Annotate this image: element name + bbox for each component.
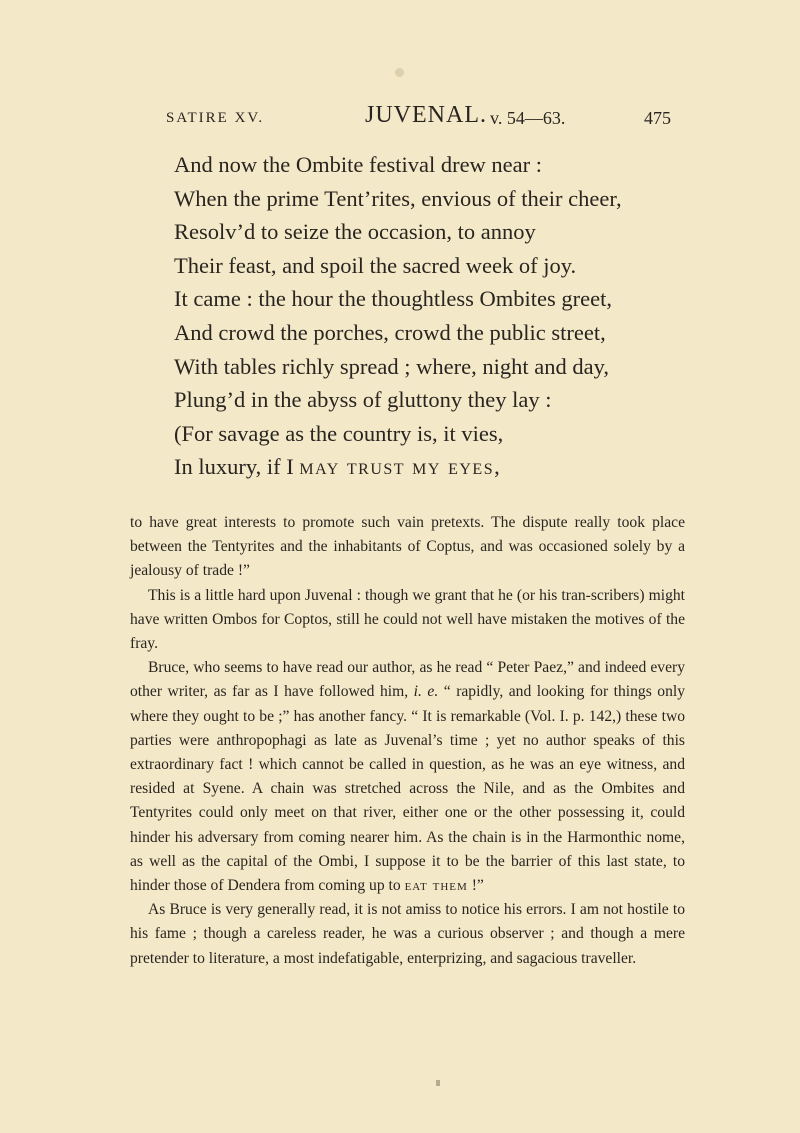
note-text: “ rapidly, and looking for things only where they ought to be ;” has another fancy. “ It is remarkable (Vol. I. p. 142,) these two parties were anthropophagi as late as Juvenal’s time ; yet no author speaks of this extraordinary fact ! which cannot be called in question, as he was an eye witness, and resided at Syene. A chain was stretched across the Nile, and as the Ombites and Tentyrites could only meet on that river, either one or the other possessing it, could hinder his adversary from coming nearer him. As the chain is in the Harmonthic nome, as well as the capital of the Ombi, I suppose it to be the barrier of this last state, to hinder those of Dendera from coming up to — [130, 683, 686, 895]
note-italic: i. e. — [413, 683, 439, 701]
note-paragraph: This is a little hard upon Juvenal : though we grant that he (or his tran-scribers) might have written Ombos for Coptos, still he could not well have mistaken the motives of the fray. — [130, 586, 685, 653]
verse-translation — [174, 148, 734, 484]
note-paragraph-bruce — [130, 656, 685, 898]
verse-line: And now the Ombite festival drew near : — [174, 152, 543, 177]
verse-line-small-caps: may trust my eyes, — [299, 454, 502, 480]
running-title: JUVENAL. — [365, 102, 487, 128]
verse-line-last — [174, 450, 734, 484]
verse-line: Plung’d in the abyss of gluttony they lay : — [174, 387, 552, 413]
verse-line: It came : the hour the thoughtless Ombites greet, — [174, 286, 613, 312]
commentary-notes — [130, 511, 685, 971]
verse-line: With tables richly spread ; where, night and day, — [174, 353, 610, 379]
verse-line: Their feast, and spoil the sacred week of joy. — [174, 252, 577, 278]
note-small-caps: eat them — [404, 877, 468, 895]
note-paragraph: As Bruce is very generally read, it is not amiss to notice his errors. I am not hostile to his fame ; though a careless reader, he was a curious observer ; and though a mere pretender to literature, a most indefatigable, enterprizing, and sagacious traveller. — [130, 901, 685, 967]
satire-number: SATIRE XV. — [166, 110, 265, 126]
verse-line: (For savage as the country is, it vies, — [174, 420, 504, 446]
verse-line-prefix: In luxury, if I — [174, 454, 300, 480]
paper-mark — [436, 1080, 440, 1086]
verse-line: Resolv’d to seize the occasion, to annoy — [174, 219, 536, 245]
page-number: 475 — [644, 108, 671, 128]
verse-line: And crowd the porches, crowd the public street, — [174, 319, 606, 345]
note-text: Bruce, who seems to have read our author, as he read “ Peter Paez,” and indeed every other writer, as far as I have followed him, — [130, 659, 685, 701]
verse-line: When the prime Tent’rites, envious of their cheer, — [174, 185, 622, 211]
running-header — [160, 102, 680, 136]
note-text: !” — [467, 877, 484, 895]
verse-range: v. 54—63. — [490, 108, 566, 128]
note-paragraph: to have great interests to promote such vain pretexts. The dispute really took place between the Tentyrites and the inhabitants of Coptus, and was occasioned solely by a jealousy of trade !” — [130, 514, 685, 580]
paper-stain — [395, 68, 404, 77]
